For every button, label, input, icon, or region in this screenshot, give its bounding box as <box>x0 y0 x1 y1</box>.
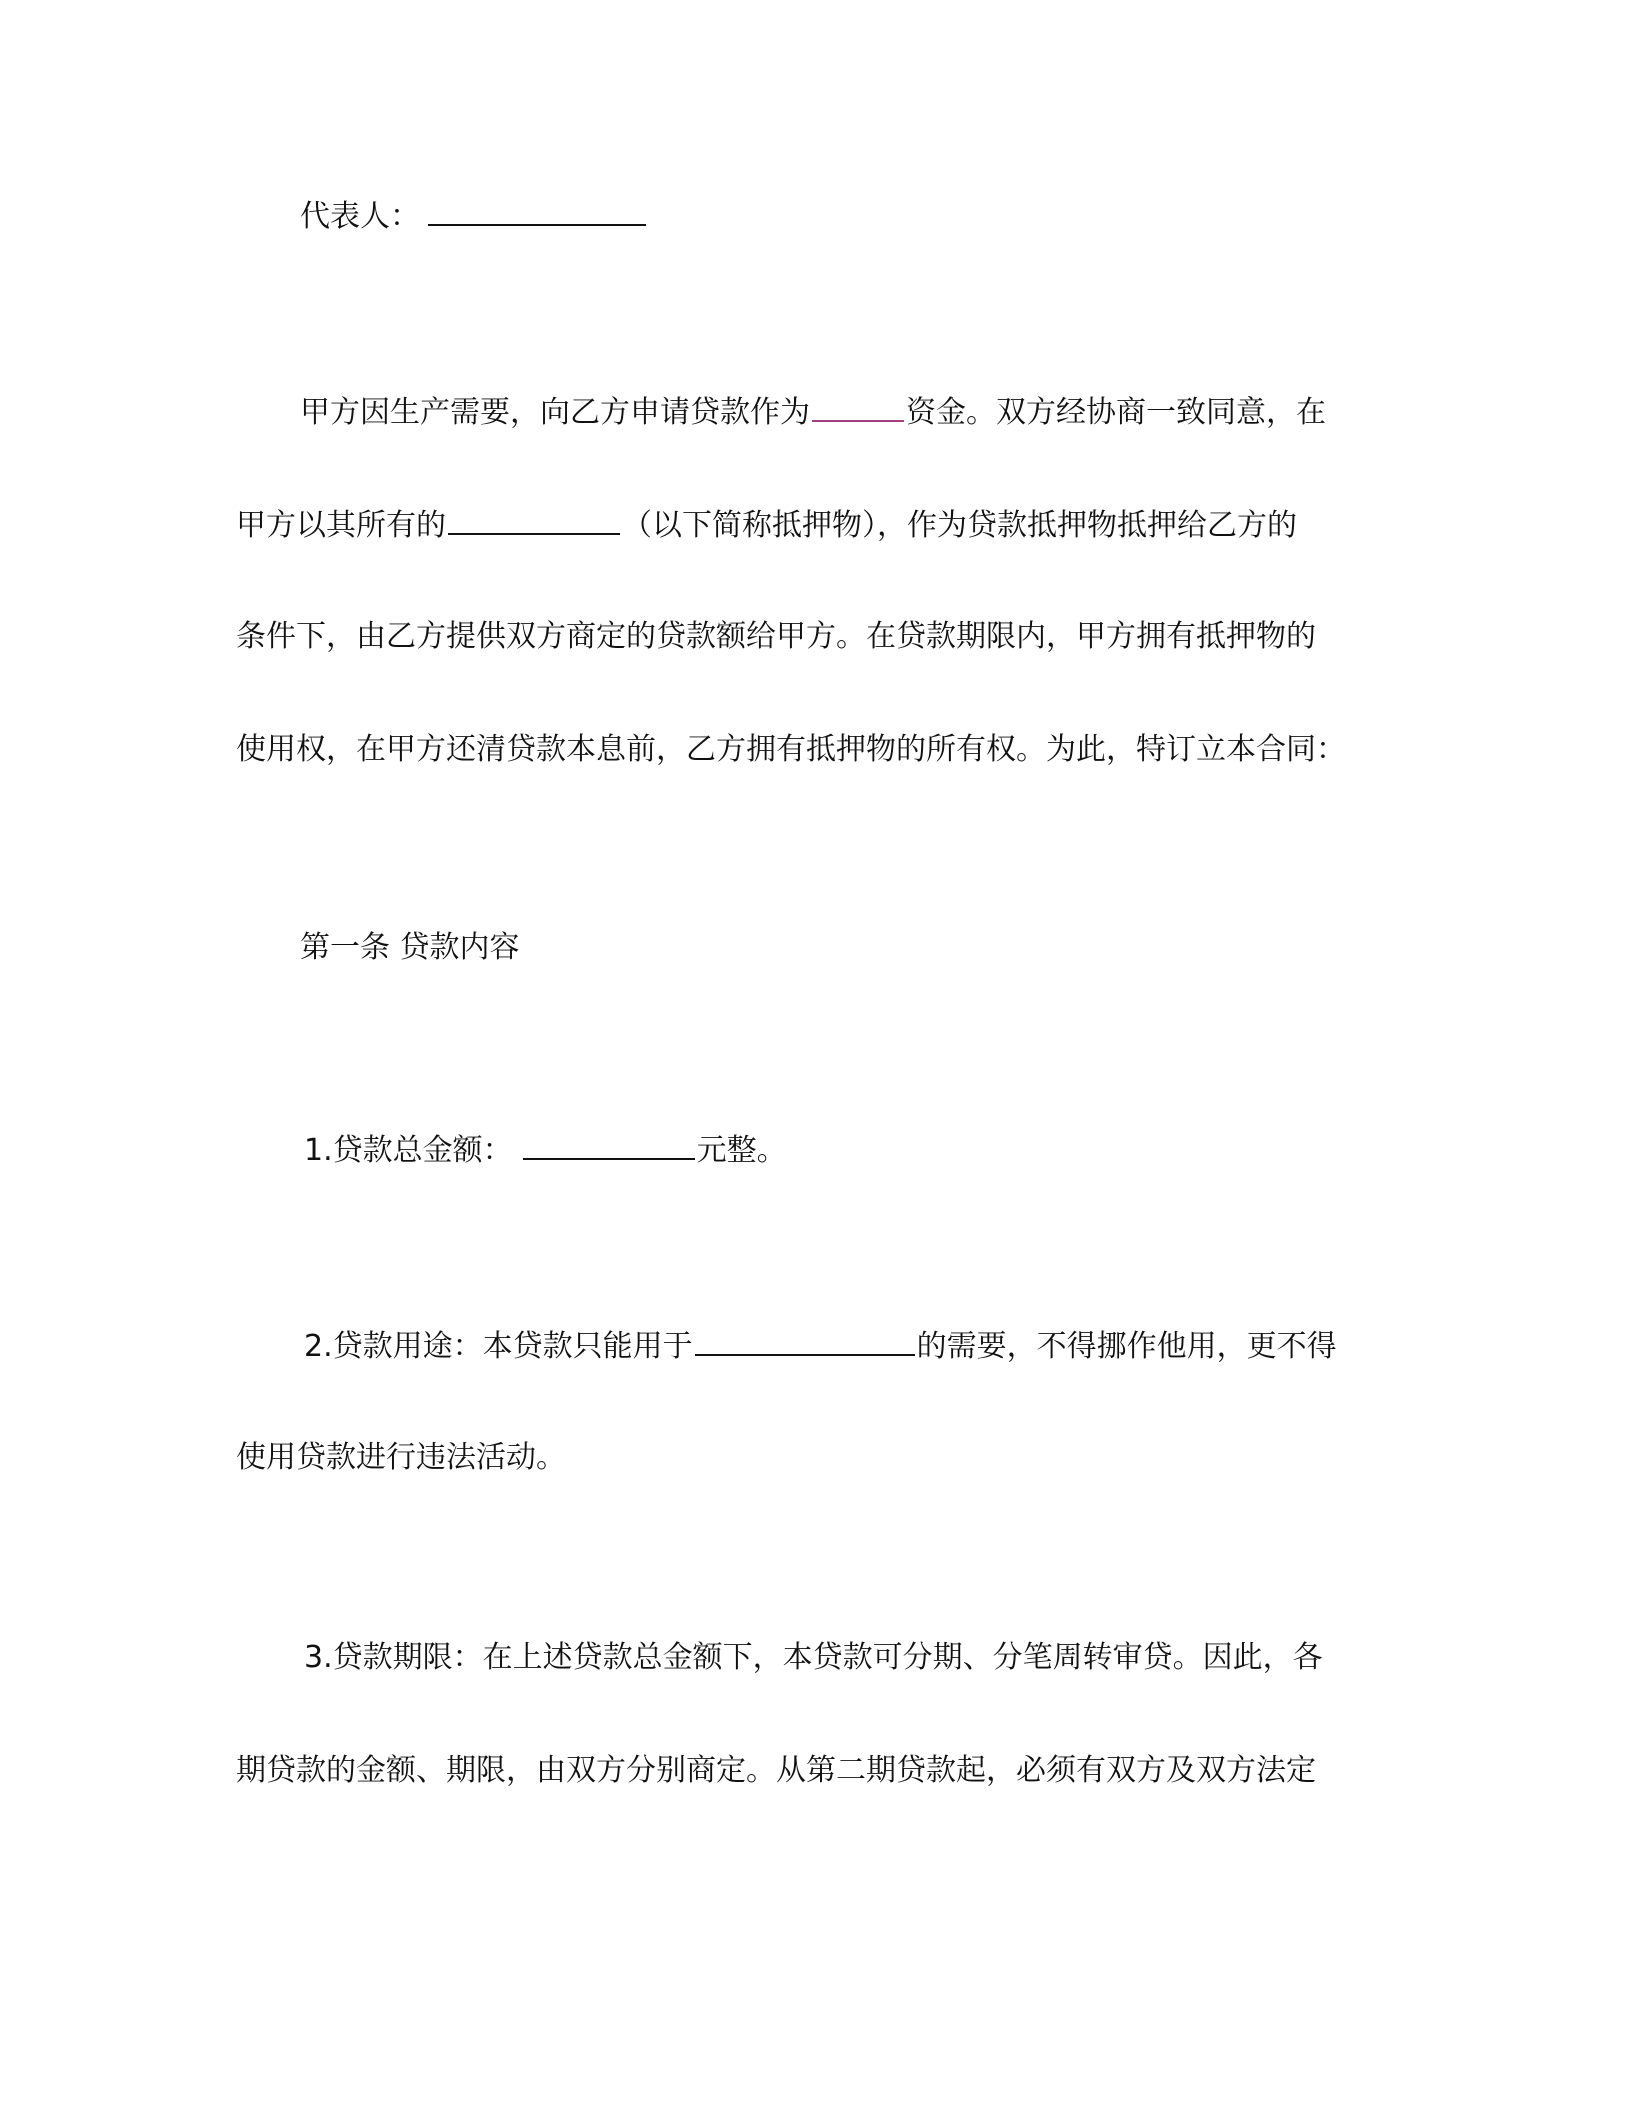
item-2-line-2 <box>236 1438 566 1478</box>
item2-label: 2.贷款用途：本贷款只能用于 <box>304 1329 693 1364</box>
item3-line2: 期贷款的金额、期限，由双方分别商定。从第二期贷款起，必须有双方及双方法定 <box>236 1753 1316 1788</box>
item2-suffix: 的需要，不得挪作他用，更不得 <box>916 1329 1337 1364</box>
purpose-funds-blank[interactable] <box>812 390 904 422</box>
item1-suffix: 元整。 <box>696 1133 787 1168</box>
item2-line2: 使用贷款进行违法活动。 <box>236 1440 566 1475</box>
article-1-heading <box>300 928 520 968</box>
article-1-heading-text: 第一条 贷款内容 <box>300 930 520 965</box>
item-3-line-2 <box>236 1751 1316 1791</box>
intro-line2-part2: （以下简称抵押物），作为贷款抵押物抵押给乙方的 <box>622 508 1297 543</box>
representative-label: 代表人： <box>300 199 420 234</box>
intro-line4: 使用权，在甲方还清贷款本息前，乙方拥有抵押物的所有权。为此，特订立本合同： <box>236 732 1346 767</box>
item3-line1: 3.贷款期限：在上述贷款总金额下，本贷款可分期、分笔周转审贷。因此，各 <box>304 1640 1323 1675</box>
intro-line-3 <box>236 617 1316 657</box>
loan-amount-blank[interactable] <box>523 1128 695 1160</box>
collateral-blank[interactable] <box>448 503 620 535</box>
intro-line1-part2: 资金。双方经协商一致同意，在 <box>906 395 1326 430</box>
representative-line <box>300 194 648 237</box>
item-1-line <box>304 1128 787 1171</box>
item1-label: 1.贷款总金额： <box>304 1133 513 1168</box>
intro-line3: 条件下，由乙方提供双方商定的贷款额给甲方。在贷款期限内，甲方拥有抵押物的 <box>236 619 1316 654</box>
representative-blank[interactable] <box>428 194 646 226</box>
intro-line-4 <box>236 730 1346 770</box>
item-2-line-1 <box>304 1324 1337 1367</box>
intro-line-1 <box>300 390 1326 433</box>
item-3-line-1 <box>304 1638 1323 1678</box>
intro-line1-part1: 甲方因生产需要，向乙方申请贷款作为 <box>300 395 810 430</box>
intro-line-2 <box>236 503 1297 546</box>
loan-usage-blank[interactable] <box>695 1324 915 1356</box>
intro-line2-part1: 甲方以其所有的 <box>236 508 446 543</box>
